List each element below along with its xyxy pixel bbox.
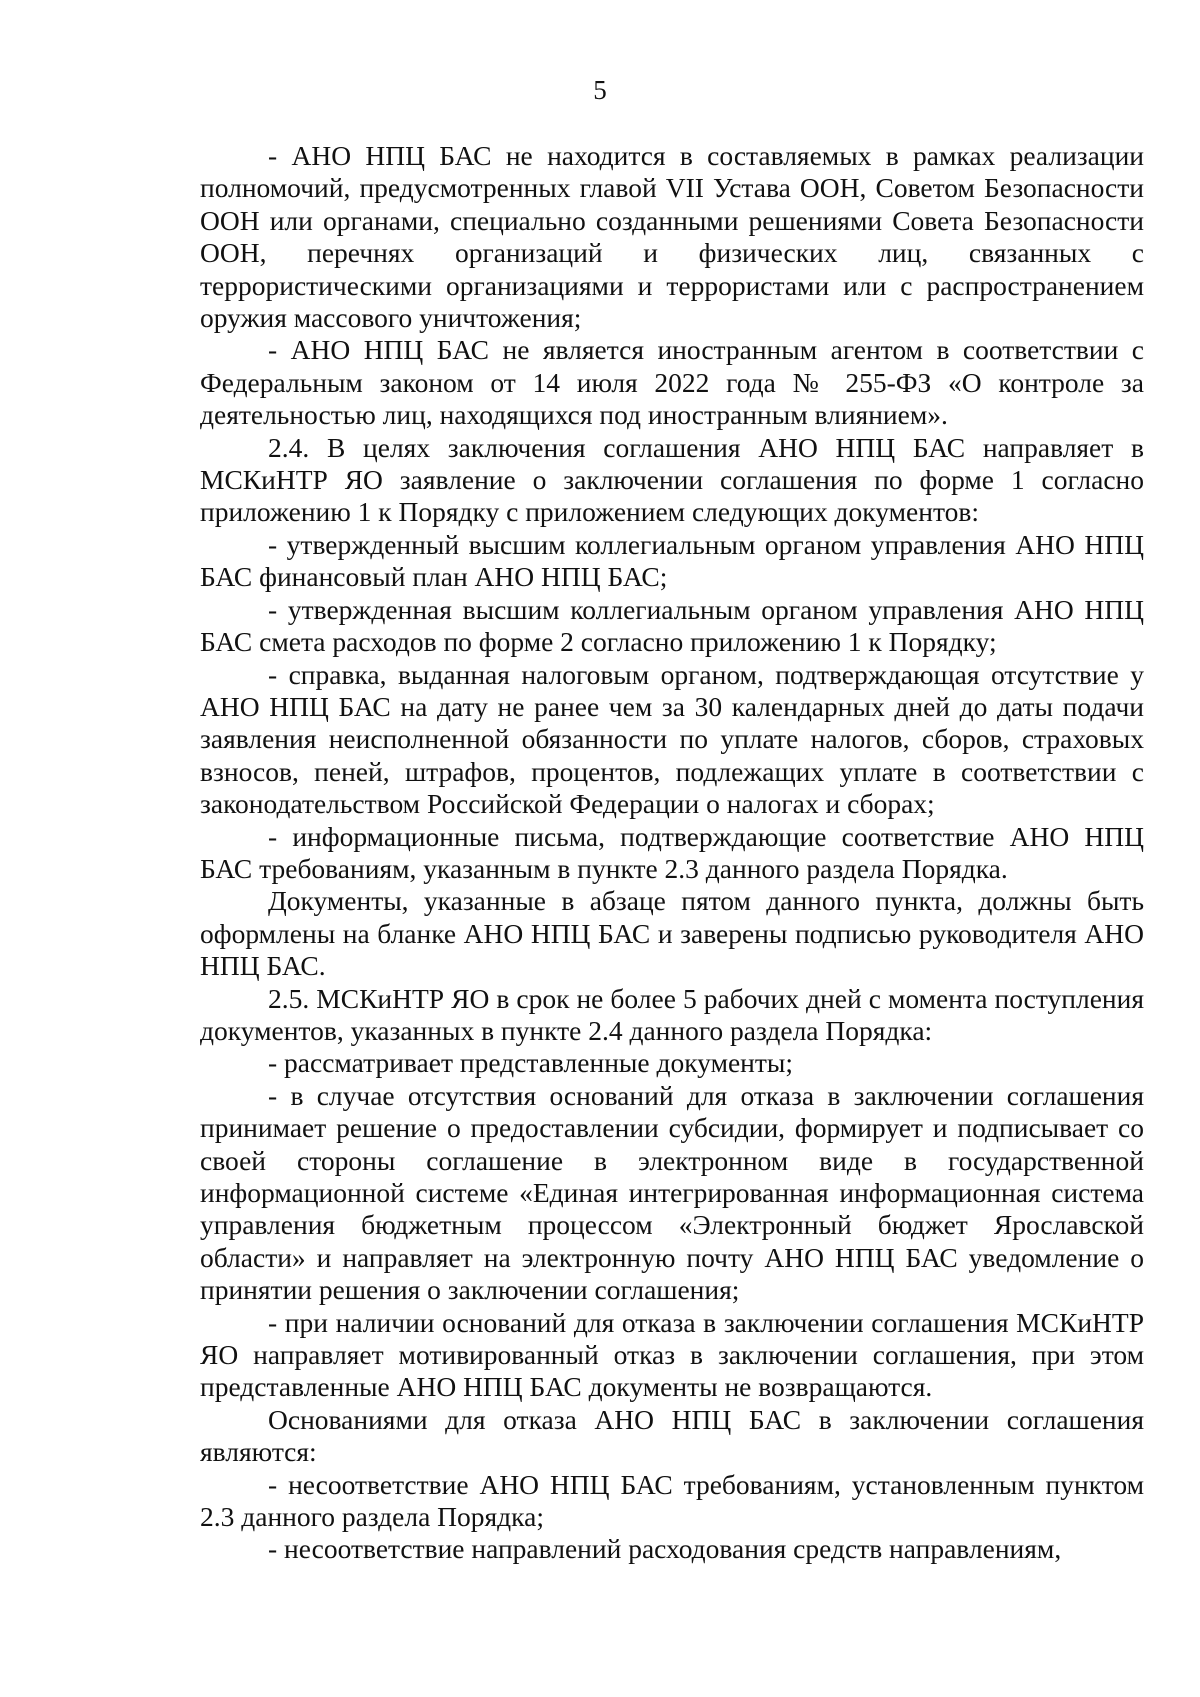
page-number: 5: [593, 75, 607, 105]
paragraph: 2.5. МСКиНТР ЯО в срок не более 5 рабочих дней с момента поступления документов, указанных в пункте 2.4 данного раздела Порядка:: [200, 982, 1144, 1046]
paragraph: - утвержденная высшим коллегиальным органом управления АНО НПЦ БАС смета расходов по форме 2 согласно приложению 1 к Порядку;: [200, 593, 1144, 658]
paragraph: - несоответствие АНО НПЦ БАС требованиям, установленным пунктом 2.3 данного раздела Порядка;: [200, 1468, 1144, 1533]
document-body: [200, 140, 1144, 1566]
paragraph: - несоответствие направлений расходования средств направлениям,: [268, 1533, 1062, 1565]
paragraph: - утвержденный высшим коллегиальным органом управления АНО НПЦ БАС финансовый план АНО НПЦ БАС;: [200, 528, 1144, 593]
paragraph: - в случае отсутствия оснований для отказа в заключении соглашения принимает решение о предоставлении субсидии, формирует и подписывает со своей стороны соглашение в электронном виде в государственной информационной системе «Единая интегрированная информационная система управления бюджетным процессом «Электронный бюджет Ярославской области» и направляет на электронную почту АНО НПЦ БАС уведомление о принятии решения о заключении соглашения;: [200, 1079, 1144, 1306]
paragraph: - АНО НПЦ БАС не является иностранным агентом в соответствии с Федеральным законом от 14 июля 2022 года № 255-ФЗ «О контроле за деятельностью лиц, находящихся под иностранным влиянием».: [200, 334, 1144, 431]
paragraph: Основаниями для отказа АНО НПЦ БАС в заключении соглашения являются:: [200, 1403, 1144, 1468]
paragraph: 2.4. В целях заключения соглашения АНО НПЦ БАС направляет в МСКиНТР ЯО заявление о заключении соглашения по форме 1 согласно приложению 1 к Порядку с приложением следующих документов:: [200, 431, 1144, 528]
paragraph: - при наличии оснований для отказа в заключении соглашения МСКиНТР ЯО направляет мотивированный отказ в заключении соглашения, при этом представленные АНО НПЦ БАС документы не возвращаются.: [200, 1306, 1144, 1403]
paragraph: - рассматривает представленные документы;: [268, 1047, 794, 1079]
paragraph: - АНО НПЦ БАС не находится в составляемых в рамках реализации полномочий, предусмотренных главой VII Устава ООН, Советом Безопасности ООН или органами, специально созданными решениями Совета Безопасности ООН, перечнях организаций и физических лиц, связанных с террористическими организациями и террористами или с распространением оружия массового уничтожения;: [200, 140, 1144, 334]
paragraph: Документы, указанные в абзаце пятом данного пункта, должны быть оформлены на бланке АНО НПЦ БАС и заверены подписью руководителя АНО НПЦ БАС.: [200, 885, 1144, 982]
paragraph: - информационные письма, подтверждающие соответствие АНО НПЦ БАС требованиям, указанным в пункте 2.3 данного раздела Порядка.: [200, 820, 1144, 884]
paragraph: - справка, выданная налоговым органом, подтверждающая отсутствие у АНО НПЦ БАС на дату не ранее чем за 30 календарных дней до даты подачи заявления неисполненной обязанности по уплате налогов, сборов, страховых взносов, пеней, штрафов, процентов, подлежащих уплате в соответствии с законодательством Российской Федерации о налогах и сборах;: [200, 658, 1144, 820]
